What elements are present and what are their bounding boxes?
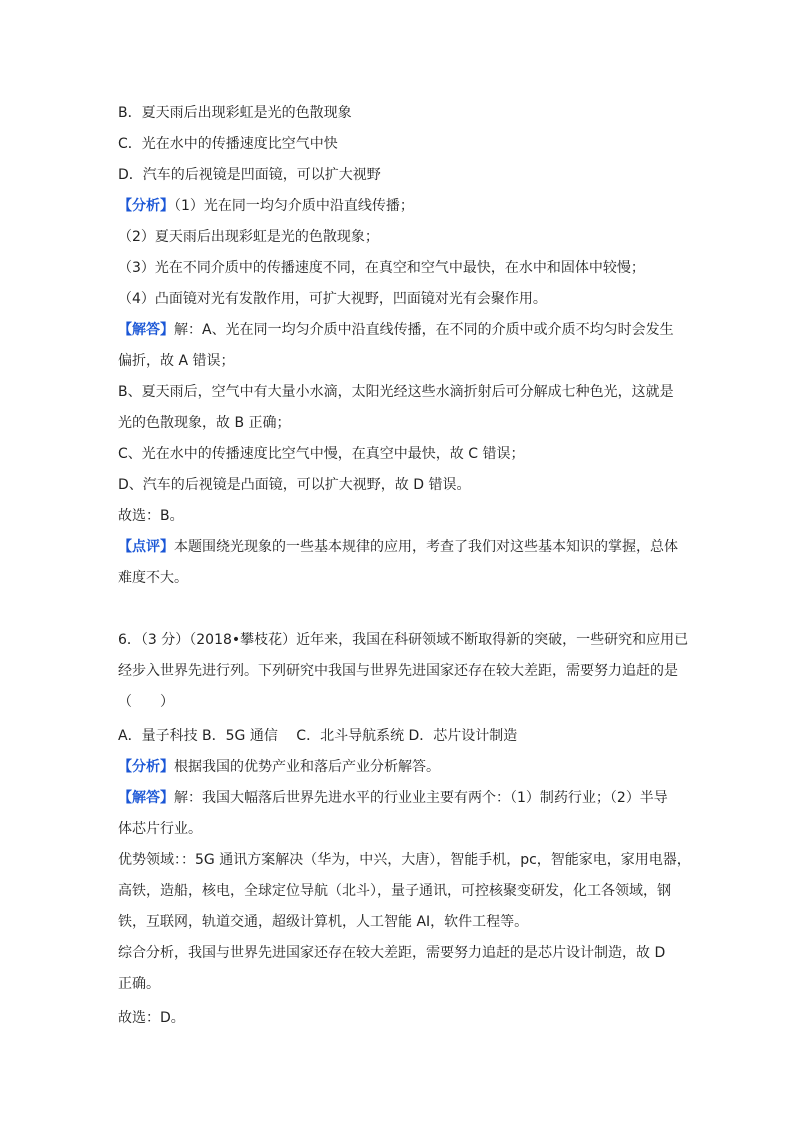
answer-tag: 【解答】	[118, 322, 174, 338]
q6-answer-line-3: 优势领域：：5G 通讯方案解决（华为，中兴，大唐），智能手机，pc，智能家电，家用电器，	[118, 852, 691, 868]
analysis-text: （1）光在同一均匀介质中沿直线传播；	[174, 198, 414, 214]
q6-answer-choice: 故选：D。	[118, 1010, 185, 1026]
comment-tag: 【点评】	[118, 539, 174, 555]
q5-answer-line-1	[118, 320, 674, 340]
q6-answer-line-5: 铁，互联网，轨道交通，超级计算机，人工智能 AI，软件工程等。	[118, 914, 529, 930]
q5-option-b: B．夏天雨后出现彩虹是光的色散现象	[118, 105, 352, 121]
q6-answer-line-7: 正确。	[118, 976, 160, 992]
q5-option-d: D．汽车的后视镜是凹面镜，可以扩大视野	[118, 167, 381, 183]
q5-analysis-line-1	[118, 196, 414, 216]
q5-comment-line-1	[118, 537, 678, 557]
q6-answer-line-1	[118, 788, 668, 808]
q6-answer-line-6: 综合分析，我国与世界先进国家还存在较大差距，需要努力追赶的是芯片设计制造，故 D	[118, 945, 666, 961]
q5-answer-line-3: B、夏天雨后，空气中有大量小水滴，太阳光经这些水滴折射后可分解成七种色光，这就是	[118, 384, 674, 400]
q5-analysis-line-3: （3）光在不同介质中的传播速度不同，在真空和空气中最快，在水中和固体中较慢；	[118, 260, 645, 276]
q5-analysis-line-4: （4）凸面镜对光有发散作用，可扩大视野，凹面镜对光有会聚作用。	[118, 291, 547, 307]
answer-tag: 【解答】	[118, 790, 174, 806]
answer-text: 解：我国大幅落后世界先进水平的行业业主要有两个：（1）制药行业；（2）半导	[174, 790, 668, 806]
q6-answer-line-4: 高铁，造船，核电，全球定位导航（北斗），量子通讯，可控核聚变研发，化工各领域，钢	[118, 883, 671, 899]
answer-text: 解：A、光在同一均匀介质中沿直线传播，在不同的介质中或介质不均匀时会发生	[174, 322, 674, 338]
q6-answer-line-2: 体芯片行业。	[118, 821, 202, 837]
q5-answer-line-5: C、光在水中的传播速度比空气中慢，在真空中最快，故 C 错误；	[118, 446, 525, 462]
analysis-tag: 【分析】	[118, 759, 174, 775]
q6-question-line-3: （ ）	[118, 694, 174, 710]
comment-text: 本题围绕光现象的一些基本规律的应用，考查了我们对这些基本知识的掌握，总体	[174, 539, 678, 555]
q6-question-line-2: 经步入世界先进行列。下列研究中我国与世界先进国家还存在较大差距，需要努力追赶的是	[118, 663, 678, 679]
q6-question-line-1: 6．（3 分）（2018•攀枝花）近年来，我国在科研领域不断取得新的突破，一些研究和应用已	[118, 632, 689, 648]
q5-answer-line-2: 偏折，故 A 错误；	[118, 353, 235, 369]
q5-answer-line-6: D、汽车的后视镜是凸面镜，可以扩大视野，故 D 错误。	[118, 477, 471, 493]
q5-answer-choice: 故选：B。	[118, 508, 184, 524]
analysis-tag: 【分析】	[118, 198, 174, 214]
q5-analysis-line-2: （2）夏天雨后出现彩虹是光的色散现象；	[118, 229, 379, 245]
q6-analysis-line	[118, 757, 440, 777]
analysis-text: 根据我国的优势产业和落后产业分析解答。	[174, 759, 440, 775]
q6-options: A．量子科技 B．5G 通信 C．北斗导航系统 D．芯片设计制造	[118, 728, 518, 744]
q5-answer-line-4: 光的色散现象，故 B 正确；	[118, 415, 291, 431]
q5-option-c: C．光在水中的传播速度比空气中快	[118, 136, 338, 152]
q5-comment-line-2: 难度不大。	[118, 570, 188, 586]
